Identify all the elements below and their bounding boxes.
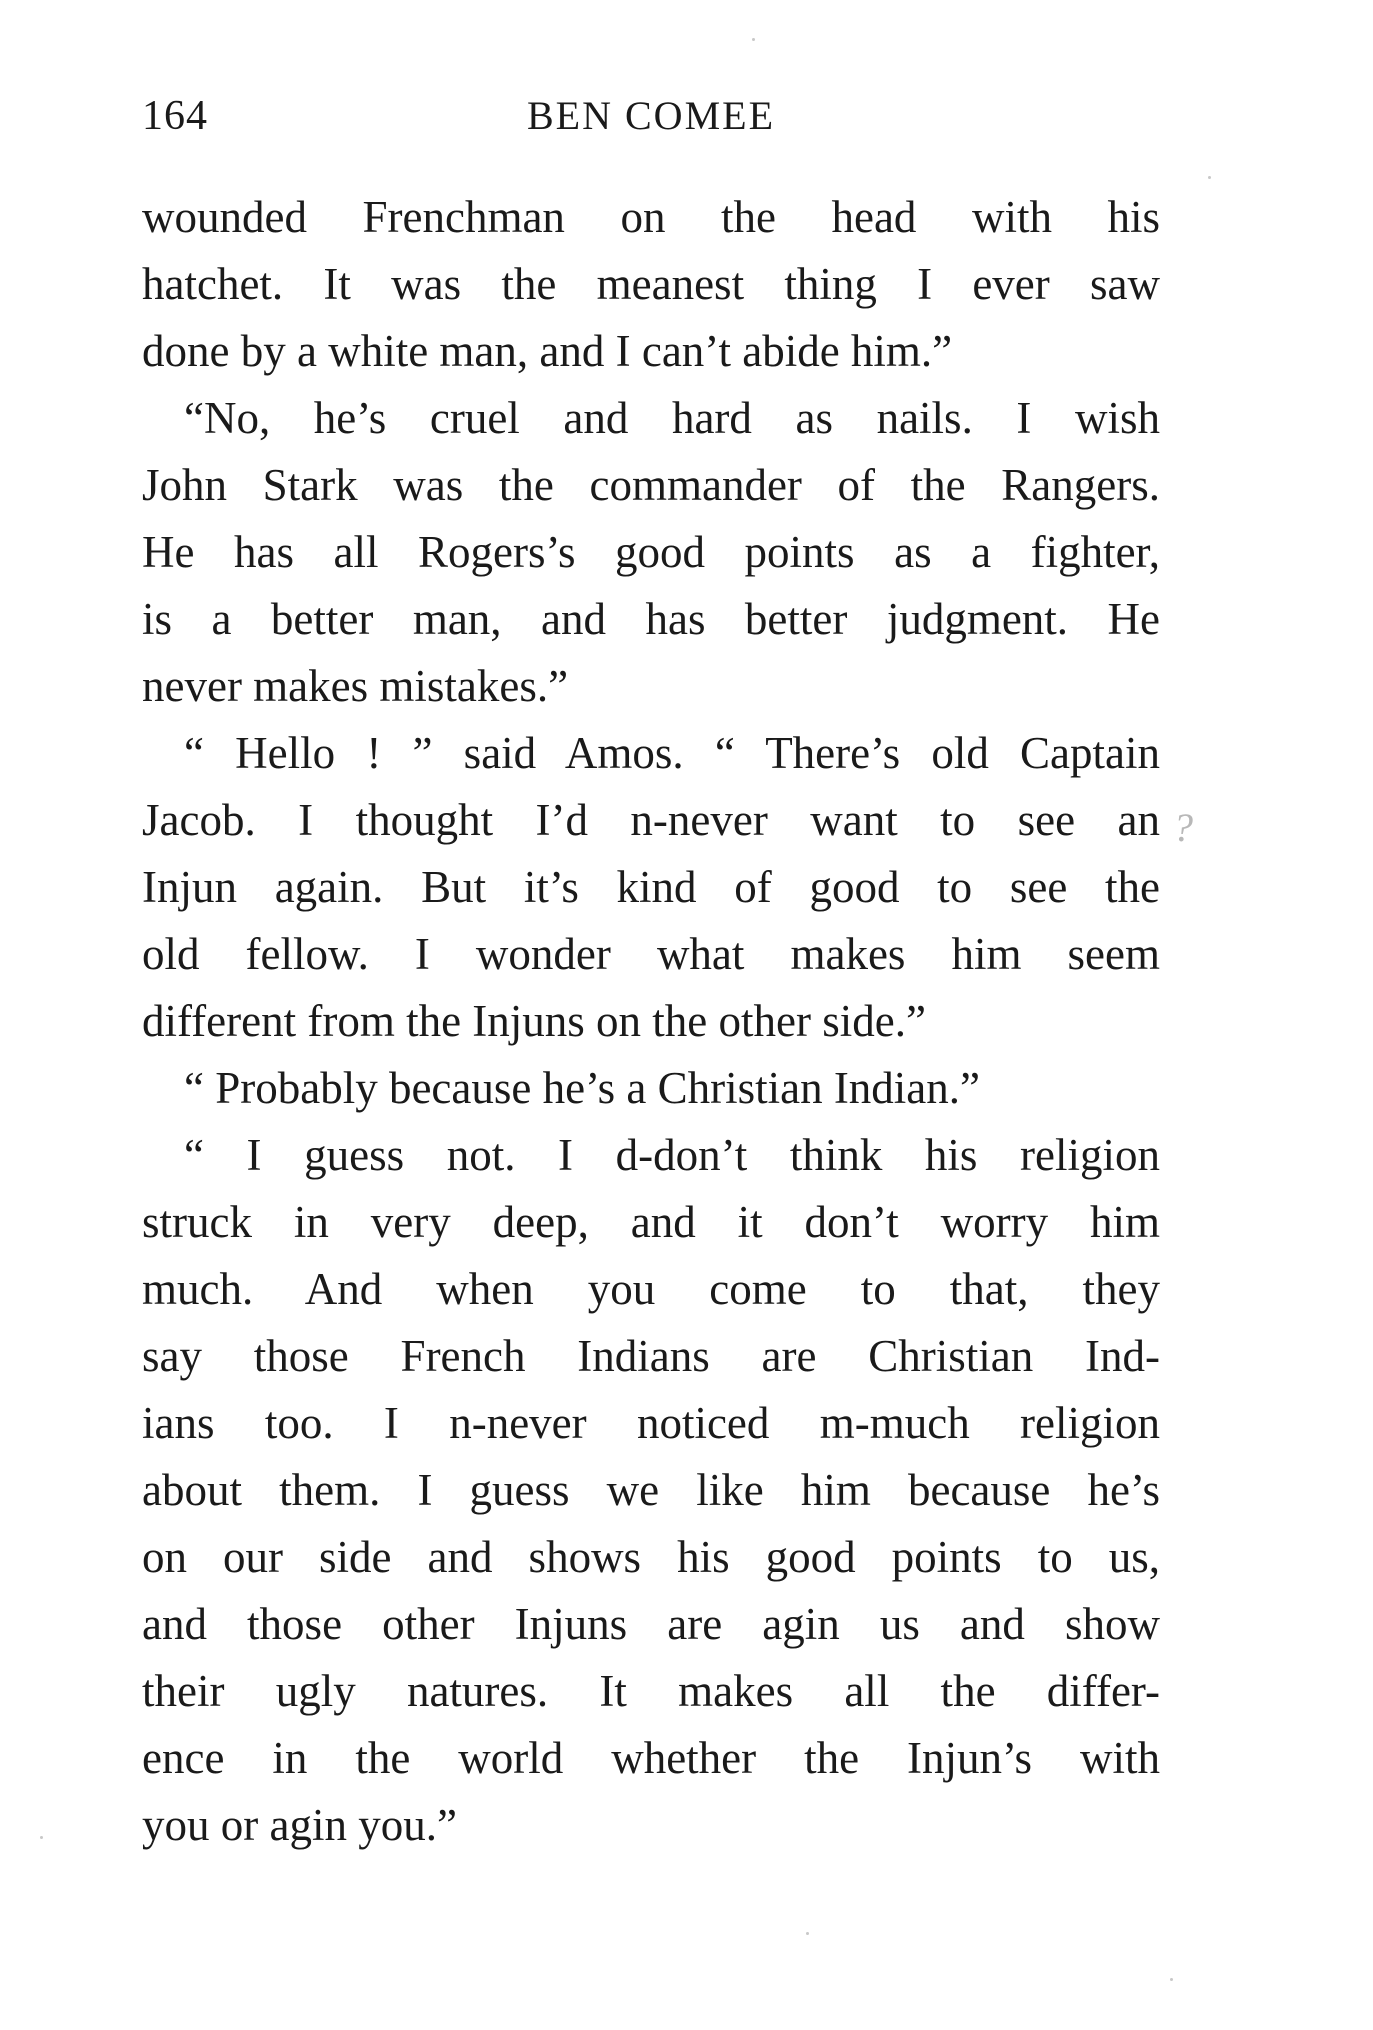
paper-speck [752, 38, 755, 41]
paper-speck [1208, 176, 1211, 179]
text-line: hatchet. It was the meanest thing I ever saw [142, 259, 1160, 309]
text-line: “No, he’s cruel and hard as nails. I wish [184, 393, 1160, 443]
page-header [142, 92, 1160, 152]
text-line: “ Hello ! ” said Amos. “ There’s old Captain [184, 728, 1160, 778]
text-line: is a better man, and has better judgment. He [142, 594, 1160, 644]
page-number: 164 [142, 93, 208, 139]
text-line: Injun again. But it’s kind of good to see the [142, 862, 1160, 912]
text-line: never makes mistakes.” [142, 661, 569, 711]
text-line: their ugly natures. It makes all the differ- [142, 1666, 1160, 1716]
paper-speck [40, 1836, 43, 1839]
text-line: on our side and shows his good points to us, [142, 1532, 1160, 1582]
text-line: John Stark was the commander of the Rangers. [142, 460, 1160, 510]
text-line: struck in very deep, and it don’t worry him [142, 1197, 1160, 1247]
text-line: ians too. I n-never noticed m-much religion [142, 1398, 1160, 1448]
text-line: you or agin you.” [142, 1800, 457, 1850]
text-line: Jacob. I thought I’d n-never want to see an [142, 795, 1160, 845]
text-line: He has all Rogers’s good points as a fighter, [142, 527, 1160, 577]
text-line: about them. I guess we like him because he’s [142, 1465, 1160, 1515]
paper-speck [806, 1932, 809, 1935]
text-line: much. And when you come to that, they [142, 1264, 1160, 1314]
text-line: wounded Frenchman on the head with his [142, 192, 1160, 242]
text-line: and those other Injuns are agin us and show [142, 1599, 1160, 1649]
running-title: BEN COMEE [527, 93, 775, 138]
text-line: “ Probably because he’s a Christian Indian.” [184, 1063, 981, 1113]
text-line: ence in the world whether the Injun’s with [142, 1733, 1160, 1783]
text-line: different from the Injuns on the other side.” [142, 996, 926, 1046]
text-line: old fellow. I wonder what makes him seem [142, 929, 1160, 979]
text-line: “ I guess not. I d-don’t think his religion [184, 1130, 1160, 1180]
margin-annotation: ? [1173, 805, 1193, 850]
paper-speck [1170, 1978, 1173, 1981]
text-line: done by a white man, and I can’t abide him.” [142, 326, 953, 376]
body-text [142, 184, 1160, 1859]
text-line: say those French Indians are Christian Ind- [142, 1331, 1160, 1381]
